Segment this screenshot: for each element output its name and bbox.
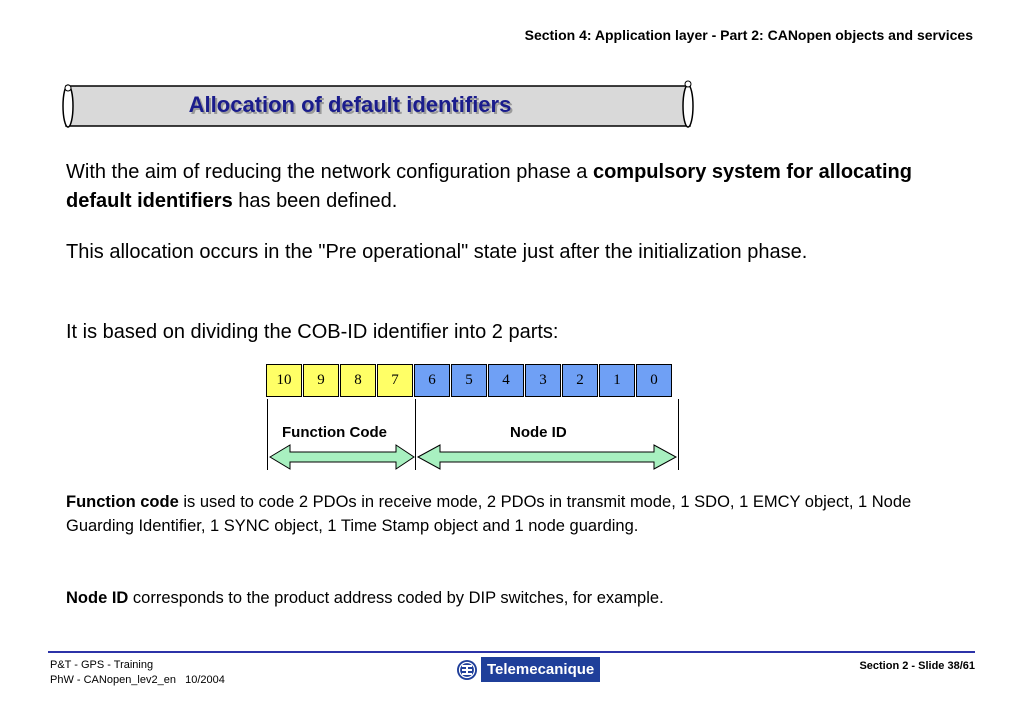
bit-cell: 7 bbox=[377, 364, 413, 397]
bit-cell: 9 bbox=[303, 364, 339, 397]
title-banner bbox=[60, 80, 696, 132]
function-code-arrow bbox=[270, 445, 414, 469]
footer-line-2: PhW - CANopen_lev2_en 10/2004 bbox=[50, 674, 225, 686]
function-code-explanation: is used to code 2 PDOs in receive mode, 2 PDOs in transmit mode, 1 SDO, 1 EMCY object, 1 Node Guarding Identifier, 1 SYNC object, 1 Time Stamp object and 1 node guarding. bbox=[66, 493, 912, 535]
section-header-title: Section 4: Application layer - Part 2: CANopen objects and services bbox=[524, 27, 973, 43]
bit-cell: 10 bbox=[266, 364, 302, 397]
footer-divider bbox=[48, 651, 975, 653]
node-id-description bbox=[66, 586, 946, 610]
telemecanique-logo-text: Telemecanique bbox=[481, 657, 600, 682]
function-code-description bbox=[66, 490, 946, 538]
cob-id-paragraph: It is based on dividing the COB-ID identifier into 2 parts: bbox=[66, 321, 559, 343]
bit-cell: 1 bbox=[599, 364, 635, 397]
node-id-explanation: corresponds to the product address coded by DIP switches, for example. bbox=[128, 589, 664, 607]
function-code-term: Function code bbox=[66, 493, 179, 511]
cob-id-diagram bbox=[260, 362, 690, 474]
bit-cell: 4 bbox=[488, 364, 524, 397]
intro-text-bold: compulsory system for allocating default identifiers bbox=[66, 161, 912, 212]
range-arrows bbox=[260, 362, 690, 474]
telemecanique-logo-icon bbox=[456, 659, 478, 681]
bit-cell: 5 bbox=[451, 364, 487, 397]
footer-line-1: P&T - GPS - Training bbox=[50, 659, 154, 671]
telemecanique-logo bbox=[456, 657, 600, 682]
bit-cell: 8 bbox=[340, 364, 376, 397]
bit-cell: 2 bbox=[562, 364, 598, 397]
slide-title: Allocation of default identifiers bbox=[188, 92, 512, 117]
intro-text-end: has been defined. bbox=[232, 190, 398, 212]
intro-paragraph bbox=[66, 158, 936, 216]
footer-info bbox=[50, 658, 225, 688]
slide-number: Section 2 - Slide 38/61 bbox=[859, 660, 975, 672]
bit-cell: 0 bbox=[636, 364, 672, 397]
allocation-paragraph: This allocation occurs in the "Pre operational" state just after the initialization phase. bbox=[66, 241, 808, 263]
node-id-arrow bbox=[418, 445, 676, 469]
bit-cell: 3 bbox=[525, 364, 561, 397]
node-id-term: Node ID bbox=[66, 589, 129, 607]
node-id-label: Node ID bbox=[510, 424, 567, 441]
function-code-label: Function Code bbox=[282, 424, 387, 441]
bit-cell: 6 bbox=[414, 364, 450, 397]
intro-text-start: With the aim of reducing the network configuration phase a bbox=[66, 161, 593, 183]
